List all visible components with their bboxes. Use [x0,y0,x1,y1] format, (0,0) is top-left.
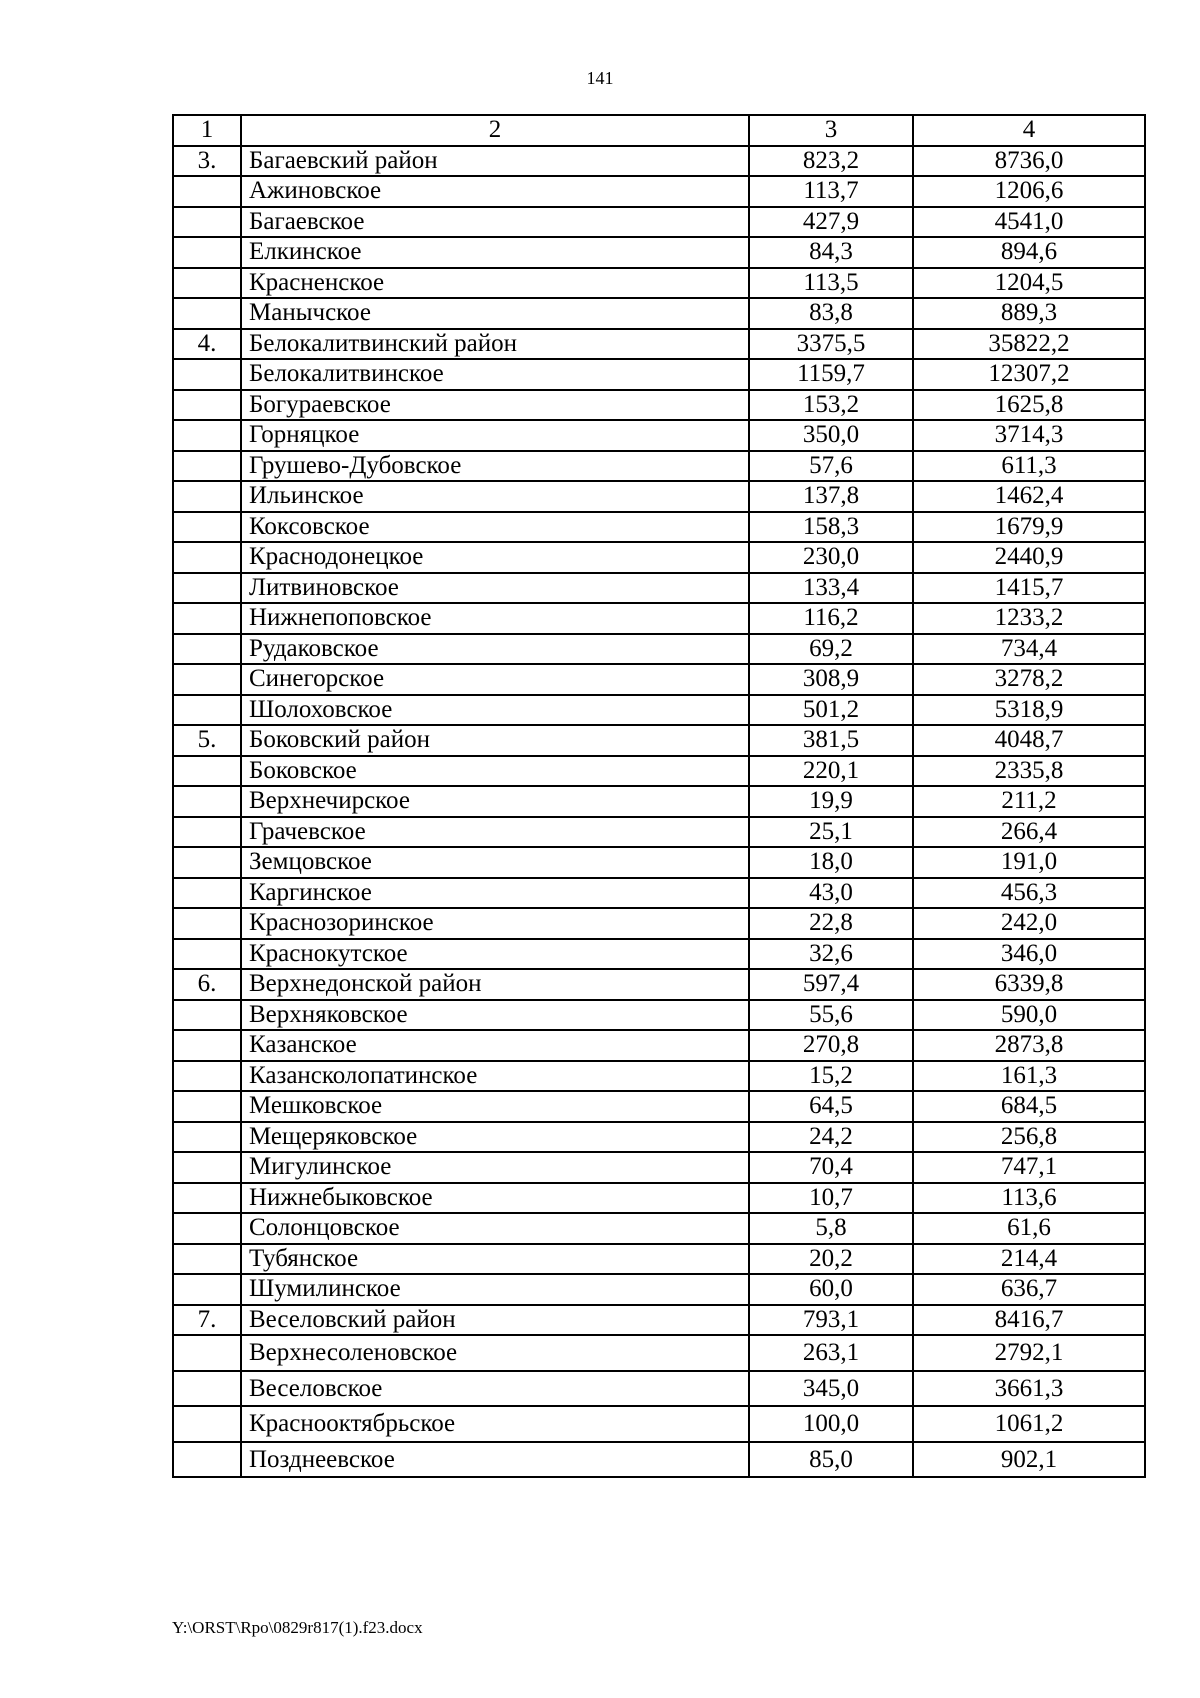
row-name: Каргинское [241,878,749,909]
row-value-col3: 10,7 [749,1183,913,1214]
row-number [173,390,241,421]
row-number [173,481,241,512]
row-value-col3: 60,0 [749,1274,913,1305]
row-value-col4: 256,8 [913,1122,1145,1153]
table-row [173,176,1145,207]
row-value-col3: 793,1 [749,1305,913,1336]
row-value-col3: 57,6 [749,451,913,482]
row-name: Казансколопатинское [241,1061,749,1092]
table-row [173,1335,1145,1371]
row-value-col3: 158,3 [749,512,913,543]
table-row [173,451,1145,482]
table-row [173,1091,1145,1122]
table-row [173,847,1145,878]
row-value-col4: 3661,3 [913,1371,1145,1407]
row-value-col4: 894,6 [913,237,1145,268]
row-number [173,939,241,970]
row-name: Грушево-Дубовское [241,451,749,482]
row-value-col4: 590,0 [913,1000,1145,1031]
row-value-col3: 823,2 [749,146,913,177]
row-name: Верхнедонской район [241,969,749,1000]
row-name: Литвиновское [241,573,749,604]
row-name: Мигулинское [241,1152,749,1183]
row-name: Багаевский район [241,146,749,177]
row-value-col4: 2792,1 [913,1335,1145,1371]
row-number [173,1406,241,1442]
header-cell: 1 [173,115,241,146]
row-name: Краснокутское [241,939,749,970]
row-name: Синегорское [241,664,749,695]
row-name: Нижнебыковское [241,1183,749,1214]
row-name: Ильинское [241,481,749,512]
row-name: Белокалитвинское [241,359,749,390]
table-row [173,207,1145,238]
row-value-col3: 15,2 [749,1061,913,1092]
row-number [173,420,241,451]
table-row [173,878,1145,909]
row-value-col3: 113,5 [749,268,913,299]
row-name: Багаевское [241,207,749,238]
table-row [173,1213,1145,1244]
row-name: Нижнепоповское [241,603,749,634]
table-row [173,1061,1145,1092]
table-row [173,634,1145,665]
table-row [173,298,1145,329]
row-value-col3: 263,1 [749,1335,913,1371]
row-number [173,1213,241,1244]
table-row [173,908,1145,939]
row-number [173,176,241,207]
row-number [173,1122,241,1153]
data-table [172,114,1146,1478]
row-name: Краснодонецкое [241,542,749,573]
row-number [173,1274,241,1305]
table-row [173,512,1145,543]
row-number [173,207,241,238]
row-number [173,756,241,787]
row-name: Ажиновское [241,176,749,207]
row-name: Боковское [241,756,749,787]
row-value-col3: 501,2 [749,695,913,726]
row-value-col4: 734,4 [913,634,1145,665]
table-row [173,664,1145,695]
table-body [173,115,1145,1477]
row-value-col4: 113,6 [913,1183,1145,1214]
row-value-col4: 684,5 [913,1091,1145,1122]
table-row [173,1371,1145,1407]
row-value-col3: 19,9 [749,786,913,817]
row-number [173,908,241,939]
table-row [173,146,1145,177]
row-number [173,268,241,299]
row-value-col4: 214,4 [913,1244,1145,1275]
row-name: Боковский район [241,725,749,756]
table-header-row [173,115,1145,146]
row-value-col3: 116,2 [749,603,913,634]
row-value-col4: 2873,8 [913,1030,1145,1061]
row-number [173,451,241,482]
row-number [173,847,241,878]
row-value-col3: 5,8 [749,1213,913,1244]
row-value-col4: 3714,3 [913,420,1145,451]
row-name: Позднеевское [241,1442,749,1478]
row-name: Мешковское [241,1091,749,1122]
row-value-col4: 1233,2 [913,603,1145,634]
row-name: Елкинское [241,237,749,268]
table-row [173,786,1145,817]
row-value-col3: 1159,7 [749,359,913,390]
table-row [173,573,1145,604]
row-value-col4: 242,0 [913,908,1145,939]
row-value-col4: 1061,2 [913,1406,1145,1442]
row-value-col3: 43,0 [749,878,913,909]
row-value-col3: 69,2 [749,634,913,665]
row-value-col4: 8736,0 [913,146,1145,177]
row-name: Тубянское [241,1244,749,1275]
row-number [173,1244,241,1275]
row-name: Мещеряковское [241,1122,749,1153]
row-number [173,512,241,543]
row-number [173,1335,241,1371]
row-value-col3: 83,8 [749,298,913,329]
row-number [173,1442,241,1478]
row-value-col3: 3375,5 [749,329,913,360]
row-value-col3: 85,0 [749,1442,913,1478]
row-value-col4: 636,7 [913,1274,1145,1305]
table-row [173,390,1145,421]
row-number: 5. [173,725,241,756]
table-row [173,756,1145,787]
row-value-col4: 5318,9 [913,695,1145,726]
table-row [173,1122,1145,1153]
row-name: Белокалитвинский район [241,329,749,360]
row-name: Богураевское [241,390,749,421]
row-value-col3: 133,4 [749,573,913,604]
row-value-col3: 84,3 [749,237,913,268]
header-cell: 2 [241,115,749,146]
row-number [173,786,241,817]
table-row [173,237,1145,268]
table-row [173,1305,1145,1336]
row-name: Солонцовское [241,1213,749,1244]
table-row [173,359,1145,390]
row-number [173,542,241,573]
row-number [173,695,241,726]
row-number: 7. [173,1305,241,1336]
table-row [173,939,1145,970]
row-value-col4: 889,3 [913,298,1145,329]
row-name: Коксовское [241,512,749,543]
row-name: Веселовский район [241,1305,749,1336]
row-value-col3: 32,6 [749,939,913,970]
row-name: Верхнечирское [241,786,749,817]
row-value-col3: 597,4 [749,969,913,1000]
row-name: Земцовское [241,847,749,878]
row-number [173,1152,241,1183]
row-name: Веселовское [241,1371,749,1407]
row-value-col3: 70,4 [749,1152,913,1183]
row-value-col3: 270,8 [749,1030,913,1061]
row-value-col3: 381,5 [749,725,913,756]
row-value-col3: 22,8 [749,908,913,939]
row-value-col4: 456,3 [913,878,1145,909]
row-number [173,634,241,665]
row-number [173,1061,241,1092]
row-value-col4: 1204,5 [913,268,1145,299]
row-number [173,1183,241,1214]
row-value-col4: 35822,2 [913,329,1145,360]
table-row [173,420,1145,451]
row-name: Краснозоринское [241,908,749,939]
row-value-col4: 61,6 [913,1213,1145,1244]
row-number [173,298,241,329]
table-row [173,969,1145,1000]
row-value-col4: 1206,6 [913,176,1145,207]
table-row [173,481,1145,512]
row-value-col3: 427,9 [749,207,913,238]
row-number: 4. [173,329,241,360]
row-name: Красненское [241,268,749,299]
table-row [173,1442,1145,1478]
row-value-col3: 55,6 [749,1000,913,1031]
row-name: Рудаковское [241,634,749,665]
row-value-col4: 161,3 [913,1061,1145,1092]
row-value-col4: 2440,9 [913,542,1145,573]
row-value-col4: 6339,8 [913,969,1145,1000]
table-row [173,329,1145,360]
row-value-col3: 220,1 [749,756,913,787]
row-value-col3: 20,2 [749,1244,913,1275]
row-value-col4: 346,0 [913,939,1145,970]
row-value-col4: 1625,8 [913,390,1145,421]
table-row [173,695,1145,726]
row-value-col3: 64,5 [749,1091,913,1122]
row-value-col3: 350,0 [749,420,913,451]
row-value-col3: 230,0 [749,542,913,573]
row-number [173,1030,241,1061]
row-value-col4: 1462,4 [913,481,1145,512]
footer-file-path: Y:\ORST\Rpo\0829r817(1).f23.docx [172,1618,423,1637]
table-row [173,542,1145,573]
row-value-col4: 4541,0 [913,207,1145,238]
row-value-col4: 611,3 [913,451,1145,482]
table-row [173,603,1145,634]
row-name: Горняцкое [241,420,749,451]
table-row [173,1000,1145,1031]
row-number [173,878,241,909]
row-name: Верхнесоленовское [241,1335,749,1371]
row-value-col4: 8416,7 [913,1305,1145,1336]
table-row [173,1030,1145,1061]
row-name: Грачевское [241,817,749,848]
row-value-col3: 137,8 [749,481,913,512]
row-value-col4: 1679,9 [913,512,1145,543]
row-number [173,1371,241,1407]
row-name: Шолоховское [241,695,749,726]
row-value-col4: 266,4 [913,817,1145,848]
row-name: Манычское [241,298,749,329]
table-row [173,268,1145,299]
row-value-col3: 100,0 [749,1406,913,1442]
row-name: Верхняковское [241,1000,749,1031]
row-value-col3: 345,0 [749,1371,913,1407]
row-number [173,573,241,604]
header-cell: 4 [913,115,1145,146]
row-name: Казанское [241,1030,749,1061]
row-value-col4: 211,2 [913,786,1145,817]
row-value-col4: 4048,7 [913,725,1145,756]
row-number [173,817,241,848]
table-row [173,1244,1145,1275]
row-value-col3: 153,2 [749,390,913,421]
row-number [173,359,241,390]
row-number [173,664,241,695]
row-value-col4: 1415,7 [913,573,1145,604]
row-number: 6. [173,969,241,1000]
row-value-col3: 308,9 [749,664,913,695]
row-value-col3: 24,2 [749,1122,913,1153]
table-row [173,1406,1145,1442]
table-row [173,1152,1145,1183]
row-number [173,237,241,268]
header-cell: 3 [749,115,913,146]
table-row [173,817,1145,848]
row-value-col4: 12307,2 [913,359,1145,390]
row-number [173,1000,241,1031]
row-number [173,1091,241,1122]
row-value-col3: 113,7 [749,176,913,207]
table-row [173,1274,1145,1305]
row-value-col4: 191,0 [913,847,1145,878]
row-name: Краснооктябрьское [241,1406,749,1442]
row-number: 3. [173,146,241,177]
row-value-col3: 25,1 [749,817,913,848]
row-value-col4: 747,1 [913,1152,1145,1183]
row-value-col4: 3278,2 [913,664,1145,695]
table-row [173,725,1145,756]
row-value-col4: 2335,8 [913,756,1145,787]
page-number: 141 [586,68,614,88]
table-row [173,1183,1145,1214]
row-number [173,603,241,634]
row-name: Шумилинское [241,1274,749,1305]
row-value-col3: 18,0 [749,847,913,878]
row-value-col4: 902,1 [913,1442,1145,1478]
